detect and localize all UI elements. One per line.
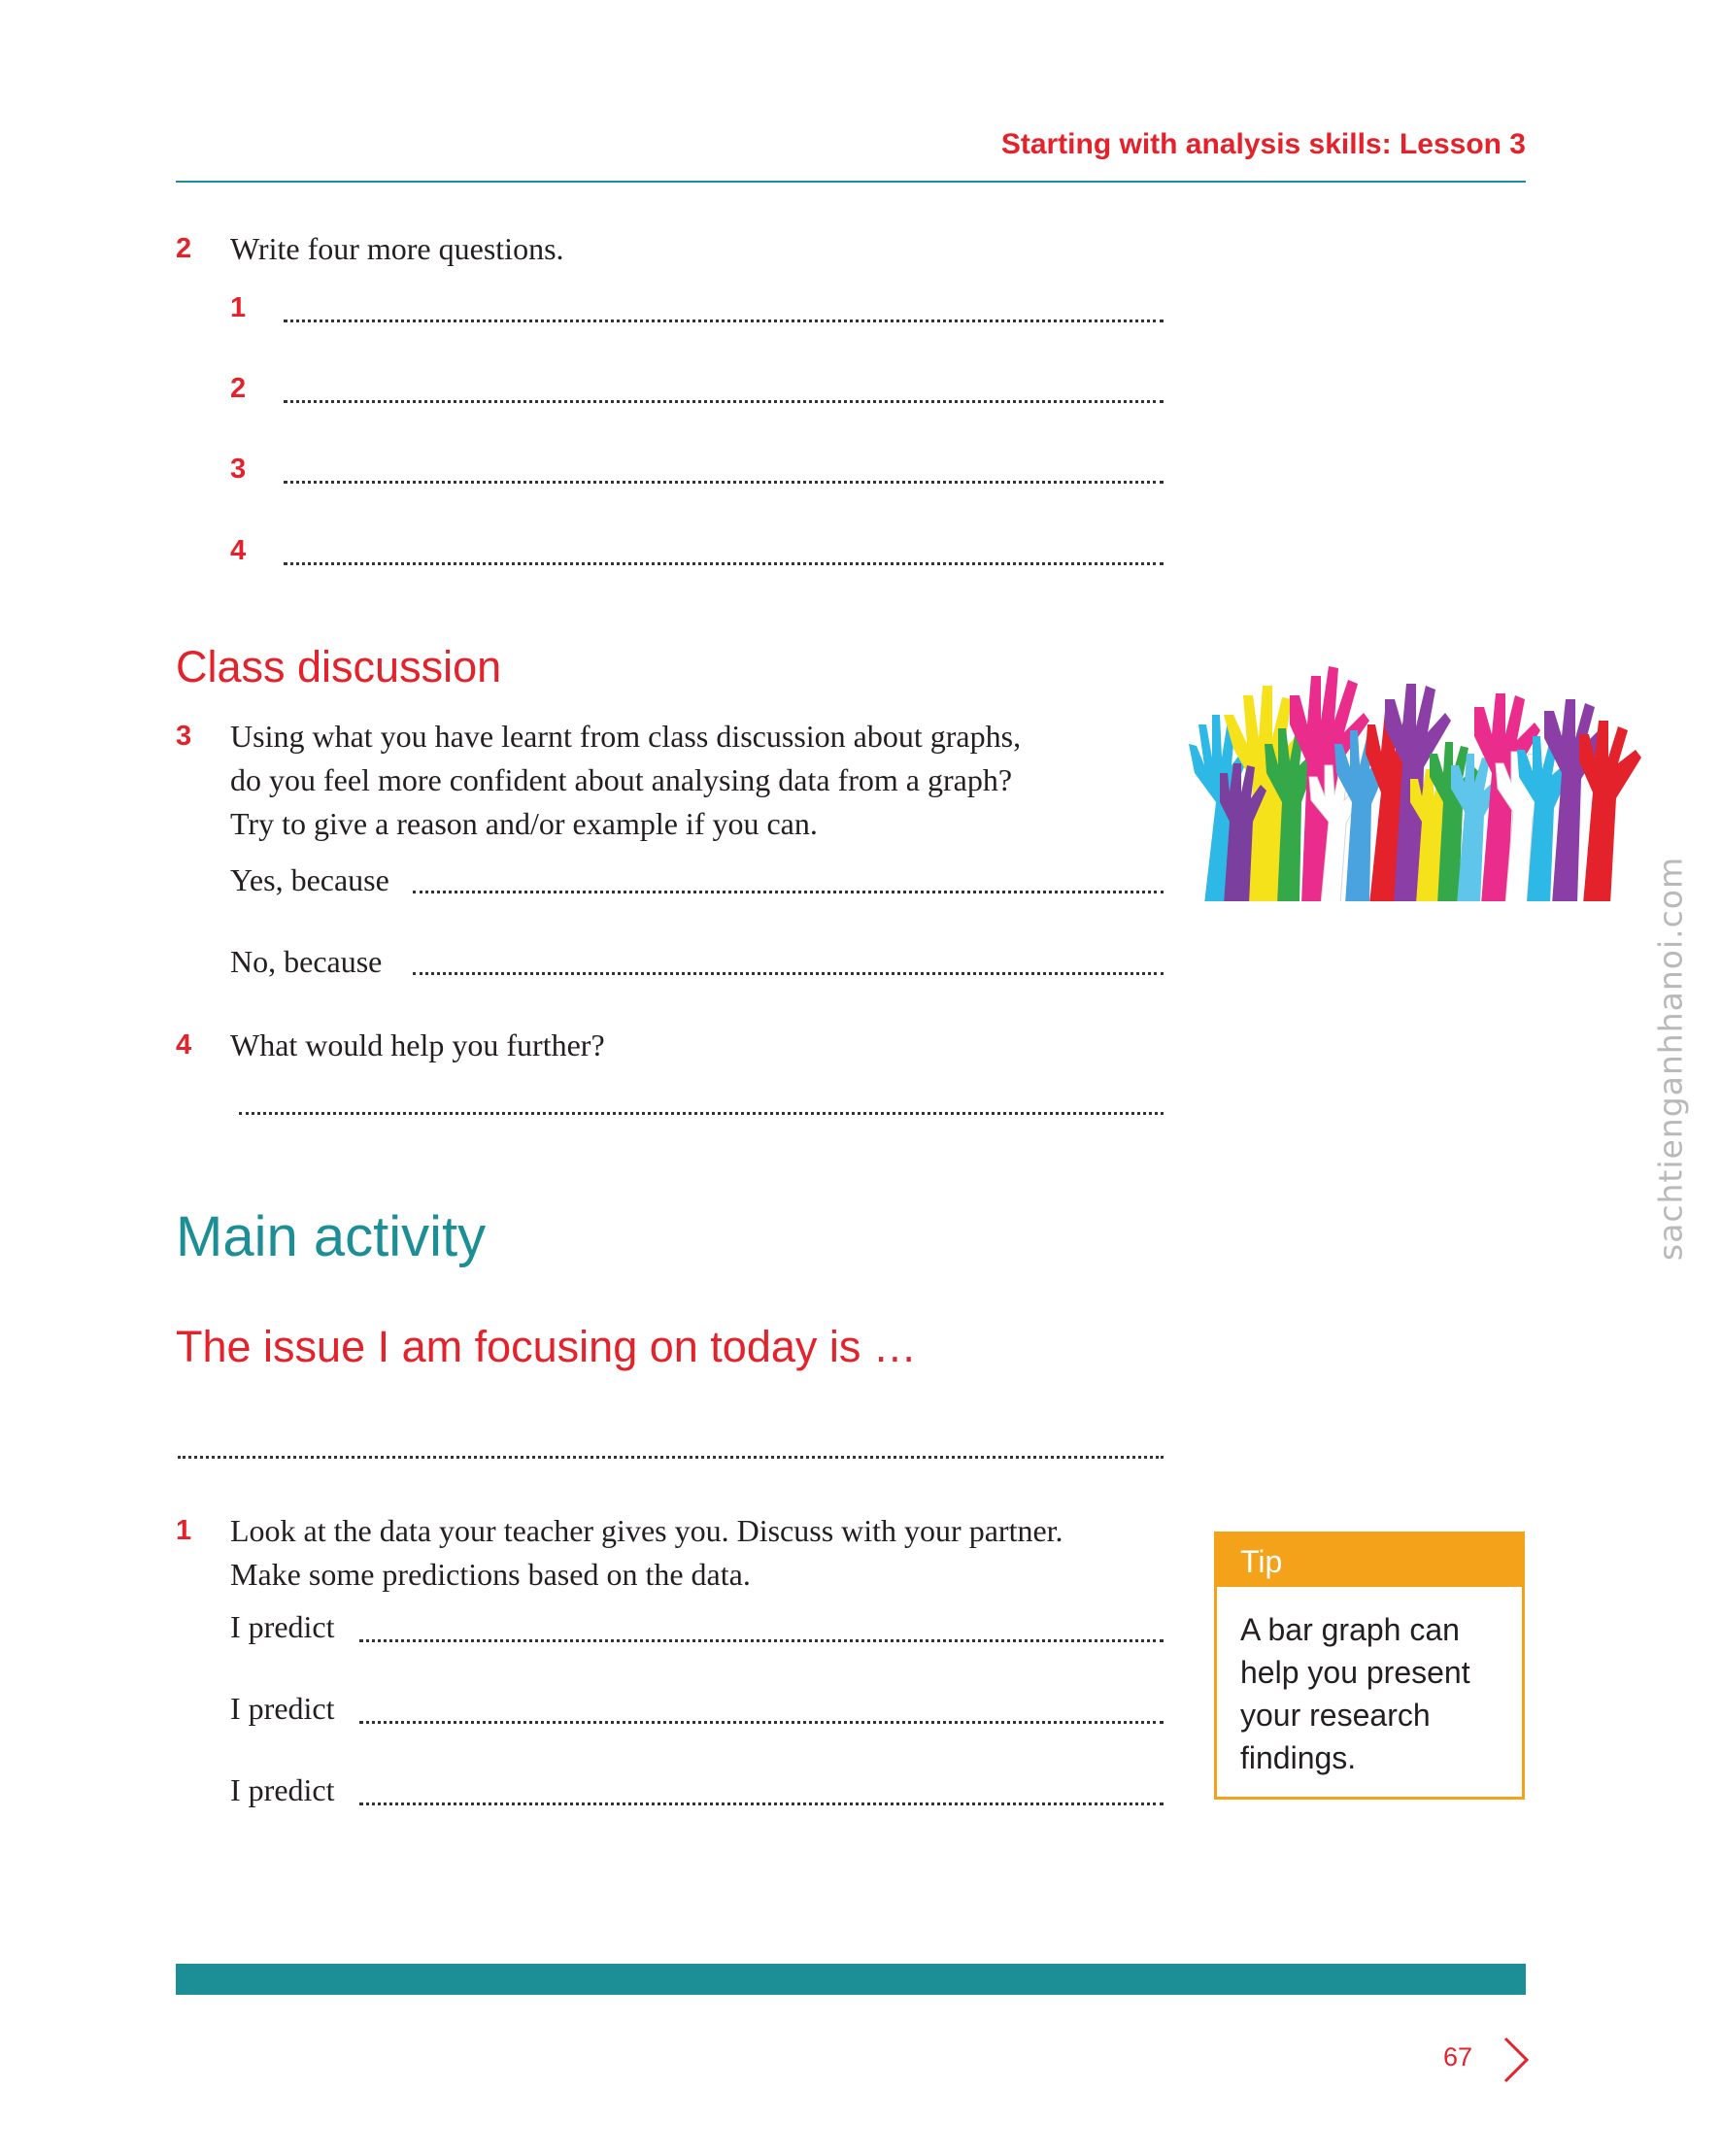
focus-issue-heading: The issue I am focusing on today is … [176,1322,917,1371]
yes-because-line[interactable] [413,891,1164,893]
predict-line-2[interactable] [359,1721,1164,1724]
main-activity-heading: Main activity [176,1205,487,1268]
yes-because-label: Yes, because [230,862,389,897]
question-4-answer-line[interactable] [239,1112,1164,1115]
tip-text: A bar graph can help you present your research findings. [1240,1612,1470,1775]
activity-question-1-line-1: Look at the data your teacher gives you. Discuss with your partner. [230,1513,1063,1548]
predict-label-2: I predict [230,1691,335,1726]
next-page-chevron-icon[interactable] [1502,2035,1531,2085]
question-4-text: What would help you further? [230,1027,605,1062]
question-2-text: Write four more questions. [230,231,564,266]
raised-hands-illustration [1165,657,1670,904]
question-2-item-1-number: 1 [230,292,247,323]
focus-issue-answer-line[interactable] [178,1456,1164,1459]
header-rule [176,181,1526,183]
tip-box [1214,1532,1525,1800]
class-discussion-heading: Class discussion [176,642,502,691]
footer-bar [176,1964,1526,1995]
question-2-item-3-number: 3 [230,454,247,485]
watermark: sachtienganhhanoi.com [1651,856,1690,1262]
predict-label-1: I predict [230,1609,335,1644]
question-2-item-4-number: 4 [230,535,247,566]
no-because-label: No, because [230,944,383,979]
hand-red-right [1579,721,1641,904]
tip-title: Tip [1240,1544,1283,1579]
activity-question-1-line-2: Make some predictions based on the data. [230,1557,751,1592]
question-3-line-3: Try to give a reason and/or example if you can. [230,806,818,841]
answer-line-1[interactable] [284,320,1164,322]
question-4-number: 4 [176,1029,192,1061]
predict-line-3[interactable] [359,1802,1164,1805]
running-header: Starting with analysis skills: Lesson 3 [1000,128,1526,160]
question-3-number: 3 [176,721,192,752]
question-2-number: 2 [176,233,192,264]
answer-line-2[interactable] [284,400,1164,403]
question-2-item-2-number: 2 [230,373,247,404]
answer-line-4[interactable] [284,562,1164,565]
answer-line-3[interactable] [284,481,1164,484]
question-3-line-1: Using what you have learnt from class discussion about graphs, [230,719,1022,754]
page-number: 67 [1443,2042,1473,2072]
question-3-line-2: do you feel more confident about analysing data from a graph? [230,762,1013,797]
predict-line-1[interactable] [359,1639,1164,1642]
activity-question-1-number: 1 [176,1515,192,1546]
predict-label-3: I predict [230,1772,335,1807]
no-because-line[interactable] [413,972,1164,975]
